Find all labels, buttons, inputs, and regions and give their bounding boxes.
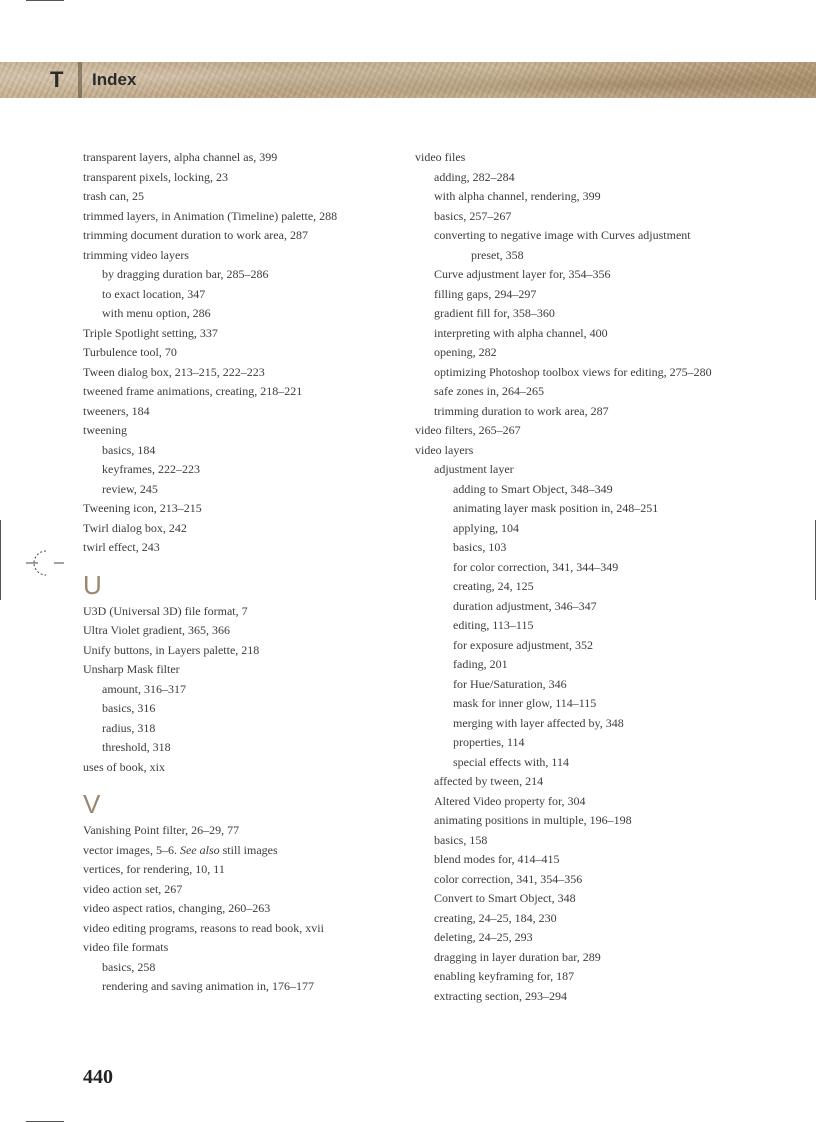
index-subentry: enabling keyframing for, 187 (434, 969, 575, 983)
index-entry: Ultra Violet gradient, 365, 366 (83, 623, 231, 637)
index-subentry: basics, 257–267 (434, 208, 512, 223)
section-heading-u: U (83, 569, 102, 600)
index-subsubentry: for exposure adjustment, 352 (453, 637, 593, 652)
index-entry: video action set, 267 (83, 881, 183, 896)
index-subentry: converting to negative image with Curves adjustment (434, 228, 691, 242)
index-subentry: rendering and saving animation in, 176–177 (102, 979, 314, 993)
index-subentry: affected by tween, 214 (434, 774, 544, 788)
index-subentry: adding, 282–284 (434, 169, 515, 184)
index-subentry: trimming duration to work area, 287 (434, 403, 609, 418)
index-subentry: with menu option, 286 (102, 306, 211, 320)
index-entry: transparent layers, alpha channel as, 399 (83, 150, 278, 164)
index-entry: Unsharp Mask filter (83, 662, 180, 676)
index-subsubentry: fading, 201 (453, 657, 508, 671)
index-column-left (83, 148, 403, 997)
index-subsubentry: editing, 113–115 (453, 618, 534, 632)
index-entry: tweeners, 184 (83, 403, 150, 418)
u-entries (83, 602, 403, 778)
index-entry (83, 841, 403, 861)
index-entry: trash can, 25 (83, 189, 144, 203)
section-letter: T (50, 67, 64, 92)
index-subentry: adjustment layer (434, 462, 514, 476)
index-subentry: optimizing Photoshop toolbox views for editing, 275–280 (434, 364, 712, 379)
index-subentry: deleting, 24–25, 293 (434, 930, 533, 944)
entry-cross-reference: still images (219, 842, 278, 857)
index-column-right (415, 148, 775, 1006)
crop-mark-left (0, 520, 1, 600)
index-subsubentry: creating, 24, 125 (453, 579, 534, 593)
index-subentry: interpreting with alpha channel, 400 (434, 325, 608, 340)
index-entry: video filters, 265–267 (415, 423, 521, 437)
index-subsubentry: duration adjustment, 346–347 (453, 598, 597, 613)
index-entry: trimmed layers, in Animation (Timeline) palette, 288 (83, 208, 338, 223)
index-entry: twirl effect, 243 (83, 540, 160, 554)
page-title: Index (92, 70, 137, 89)
index-subentry: basics, 316 (102, 701, 156, 715)
index-subsubentry: animating layer mask position in, 248–251 (453, 501, 659, 515)
index-subentry: Convert to Smart Object, 348 (434, 891, 576, 905)
index-subentry: creating, 24–25, 184, 230 (434, 910, 557, 925)
index-subsubentry: applying, 104 (453, 520, 519, 535)
index-subentry: animating positions in multiple, 196–198 (434, 813, 632, 827)
index-subentry: color correction, 341, 354–356 (434, 871, 583, 886)
index-entry: Unify buttons, in Layers palette, 218 (83, 642, 260, 657)
registration-mark-icon (26, 543, 66, 583)
index-subsubentry: mask for inner glow, 114–115 (453, 696, 597, 710)
crop-mark-bottom (26, 1121, 64, 1122)
index-subsubentry: for color correction, 341, 344–349 (453, 559, 619, 574)
index-entry: tweened frame animations, creating, 218–221 (83, 384, 303, 398)
page-number: 440 (83, 1066, 113, 1088)
index-subentry: radius, 318 (102, 720, 156, 735)
entry-main-text: vector images, 5–6. (83, 842, 180, 857)
index-subentry: to exact location, 347 (102, 286, 206, 301)
index-entry: vertices, for rendering, 10, 11 (83, 862, 225, 876)
index-subsubentry: basics, 103 (453, 540, 507, 554)
index-subentry: filling gaps, 294–297 (434, 286, 537, 301)
index-subentry: Altered Video property for, 304 (434, 793, 586, 808)
index-subentry: amount, 316–317 (102, 681, 186, 696)
index-entry: Tween dialog box, 213–215, 222–223 (83, 364, 265, 379)
index-entry: trimming video layers (83, 247, 189, 262)
index-subentry: extracting section, 293–294 (434, 988, 567, 1003)
index-subsubentry: for Hue/Saturation, 346 (453, 676, 567, 691)
index-subentry: keyframes, 222–223 (102, 462, 200, 476)
v-entries (83, 821, 403, 997)
index-entry: video file formats (83, 940, 169, 954)
index-subentry: basics, 184 (102, 442, 156, 457)
crop-mark-top (26, 0, 64, 1)
banner-divider (78, 62, 82, 98)
index-entry: video aspect ratios, changing, 260–263 (83, 901, 271, 915)
index-entry: U3D (Universal 3D) file format, 7 (83, 603, 248, 618)
see-also-reference: See also (179, 842, 220, 857)
index-entry: uses of book, xix (83, 759, 165, 774)
index-subentry: basics, 258 (102, 959, 156, 974)
index-subentry: Curve adjustment layer for, 354–356 (434, 267, 611, 281)
header-banner (0, 62, 816, 98)
section-heading-v: V (83, 789, 101, 819)
index-subentry: safe zones in, 264–265 (434, 384, 544, 398)
index-subentry: threshold, 318 (102, 740, 171, 754)
index-entry: Triple Spotlight setting, 337 (83, 325, 218, 340)
index-entry: tweening (83, 423, 127, 437)
index-entry: Vanishing Point filter, 26–29, 77 (83, 823, 240, 837)
index-entry: Twirl dialog box, 242 (83, 520, 187, 535)
t-entries (83, 148, 403, 558)
index-entry: trimming document duration to work area, 287 (83, 228, 308, 242)
index-subentry: review, 245 (102, 481, 158, 496)
index-entry: Tweening icon, 213–215 (83, 501, 202, 515)
index-subsubentry: adding to Smart Object, 348–349 (453, 481, 613, 496)
index-entry: Turbulence tool, 70 (83, 345, 177, 359)
index-entry-continuation: preset, 358 (471, 247, 524, 262)
index-entry: transparent pixels, locking, 23 (83, 169, 228, 184)
index-subsubentry: special effects with, 114 (453, 754, 569, 769)
index-subentry: opening, 282 (434, 345, 497, 359)
index-subentry: blend modes for, 414–415 (434, 852, 560, 866)
index-entry: video editing programs, reasons to read book, xvii (83, 920, 324, 935)
index-subentry: gradient fill for, 358–360 (434, 306, 555, 320)
index-subentry: by dragging duration bar, 285–286 (102, 267, 269, 281)
index-subentry: dragging in layer duration bar, 289 (434, 949, 601, 964)
index-subentry: with alpha channel, rendering, 399 (434, 189, 601, 203)
index-entry: video layers (415, 442, 474, 457)
index-subsubentry: properties, 114 (453, 735, 525, 749)
index-subentry: basics, 158 (434, 832, 488, 847)
index-entry: video files (415, 150, 466, 164)
index-subsubentry: merging with layer affected by, 348 (453, 715, 624, 730)
